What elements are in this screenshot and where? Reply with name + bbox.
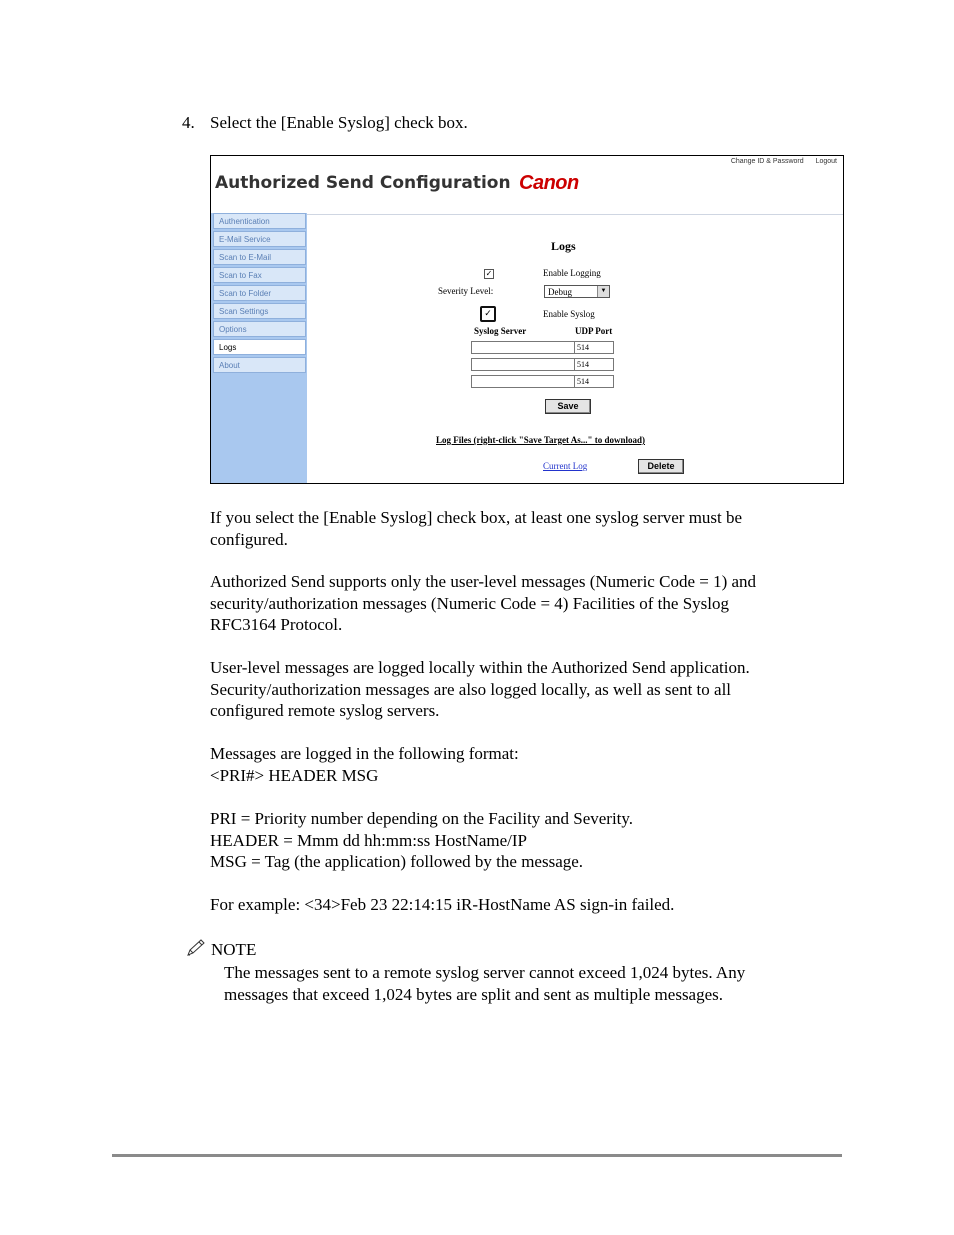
note-line: messages that exceed 1,024 bytes are split and sent as multiple messages. [224,984,724,1004]
udp-port-input-1[interactable]: 514 [574,341,614,354]
note-body [224,962,745,1005]
app-title: Authorized Send Configuration [215,173,511,193]
step-number: 4. [182,113,195,132]
current-log-link[interactable]: Current Log [543,461,588,471]
delete-button[interactable]: Delete [638,459,684,474]
severity-level-label: Severity Level: [438,286,494,296]
screenshot-header [211,156,843,215]
paragraph-6 [210,894,674,916]
nav-item-scan-to-folder[interactable]: Scan to Folder [213,285,306,301]
paragraph-line: Messages are logged in the following format: [210,744,519,763]
nav-item-scan-to-fax[interactable]: Scan to Fax [213,267,306,283]
logout-link[interactable]: Logout [815,158,837,165]
main-panel [307,213,843,483]
paragraph-line: configured. [210,529,288,549]
enable-logging-label: Enable Logging [543,268,601,278]
severity-level-value: Debug [548,287,572,297]
config-screenshot [210,155,844,484]
nav-item-scan-settings[interactable]: Scan Settings [213,303,306,319]
step-text: Select the [Enable Syslog] check box. [210,113,468,132]
nav-item-email-service[interactable]: E-Mail Service [213,231,306,247]
nav-item-authentication[interactable]: Authentication [213,213,306,229]
syslog-server-input-2[interactable] [471,358,575,371]
paragraph-5 [210,808,633,873]
note-line: The messages sent to a remote syslog server cannot exceed 1,024 bytes. Any [224,963,746,982]
syslog-server-input-3[interactable] [471,375,575,388]
paragraph-line: For example: <34>Feb 23 22:14:15 iR-HostName AS sign-in failed. [210,895,675,914]
paragraph-line: HEADER = Mmm dd hh:mm:ss HostName/IP [210,830,528,850]
nav-list [213,213,306,375]
footer-rule [112,1154,842,1157]
paragraph-2 [210,571,756,636]
checkmark-icon: ✓ [484,309,492,319]
page-heading: Logs [551,239,576,253]
paragraph-line: <PRI#> HEADER MSG [210,765,379,785]
note-label: NOTE [211,940,257,959]
nav-item-options[interactable]: Options [213,321,306,337]
nav-item-logs[interactable]: Logs [213,339,306,355]
enable-logging-checkbox[interactable] [484,269,494,279]
paragraph-line: Authorized Send supports only the user-level messages (Numeric Code = 1) and [210,572,757,591]
sidebar [211,213,307,483]
log-files-label: Log Files (right-click "Save Target As..." to download) [436,435,645,445]
chevron-down-icon: ▼ [597,286,609,297]
paragraph-4 [210,743,519,786]
change-id-password-link[interactable]: Change ID & Password [730,158,804,165]
paragraph-1 [210,507,742,550]
save-button[interactable]: Save [545,399,591,414]
paragraph-3 [210,657,750,722]
syslog-server-input-1[interactable] [471,341,575,354]
enable-syslog-label: Enable Syslog [543,309,595,319]
canon-logo: Canon [519,172,579,194]
paragraph-line: MSG = Tag (the application) followed by the message. [210,852,584,871]
paragraph-line: Security/authorization messages are also logged locally, as well as sent to all [210,679,732,699]
paragraph-line: security/authorization messages (Numeric Code = 4) Facilities of the Syslog [210,593,729,613]
step-instruction [182,113,468,133]
paragraph-line: RFC3164 Protocol. [210,615,343,634]
pencil-icon [185,938,207,958]
checkmark-icon: ✓ [485,269,493,278]
nav-item-about[interactable]: About [213,357,306,373]
paragraph-line: PRI = Priority number depending on the Facility and Severity. [210,809,634,828]
syslog-server-header: Syslog Server [474,326,527,336]
enable-syslog-checkbox[interactable] [480,306,496,322]
udp-port-input-3[interactable]: 514 [574,375,614,388]
top-links [721,158,837,165]
nav-item-scan-to-email[interactable]: Scan to E-Mail [213,249,306,265]
udp-port-header: UDP Port [575,326,613,336]
paragraph-line: User-level messages are logged locally within the Authorized Send application. [210,658,750,677]
paragraph-line: configured remote syslog servers. [210,701,440,720]
paragraph-line: If you select the [Enable Syslog] check box, at least one syslog server must be [210,508,743,527]
udp-port-input-2[interactable]: 514 [574,358,614,371]
severity-level-select[interactable] [544,285,610,298]
